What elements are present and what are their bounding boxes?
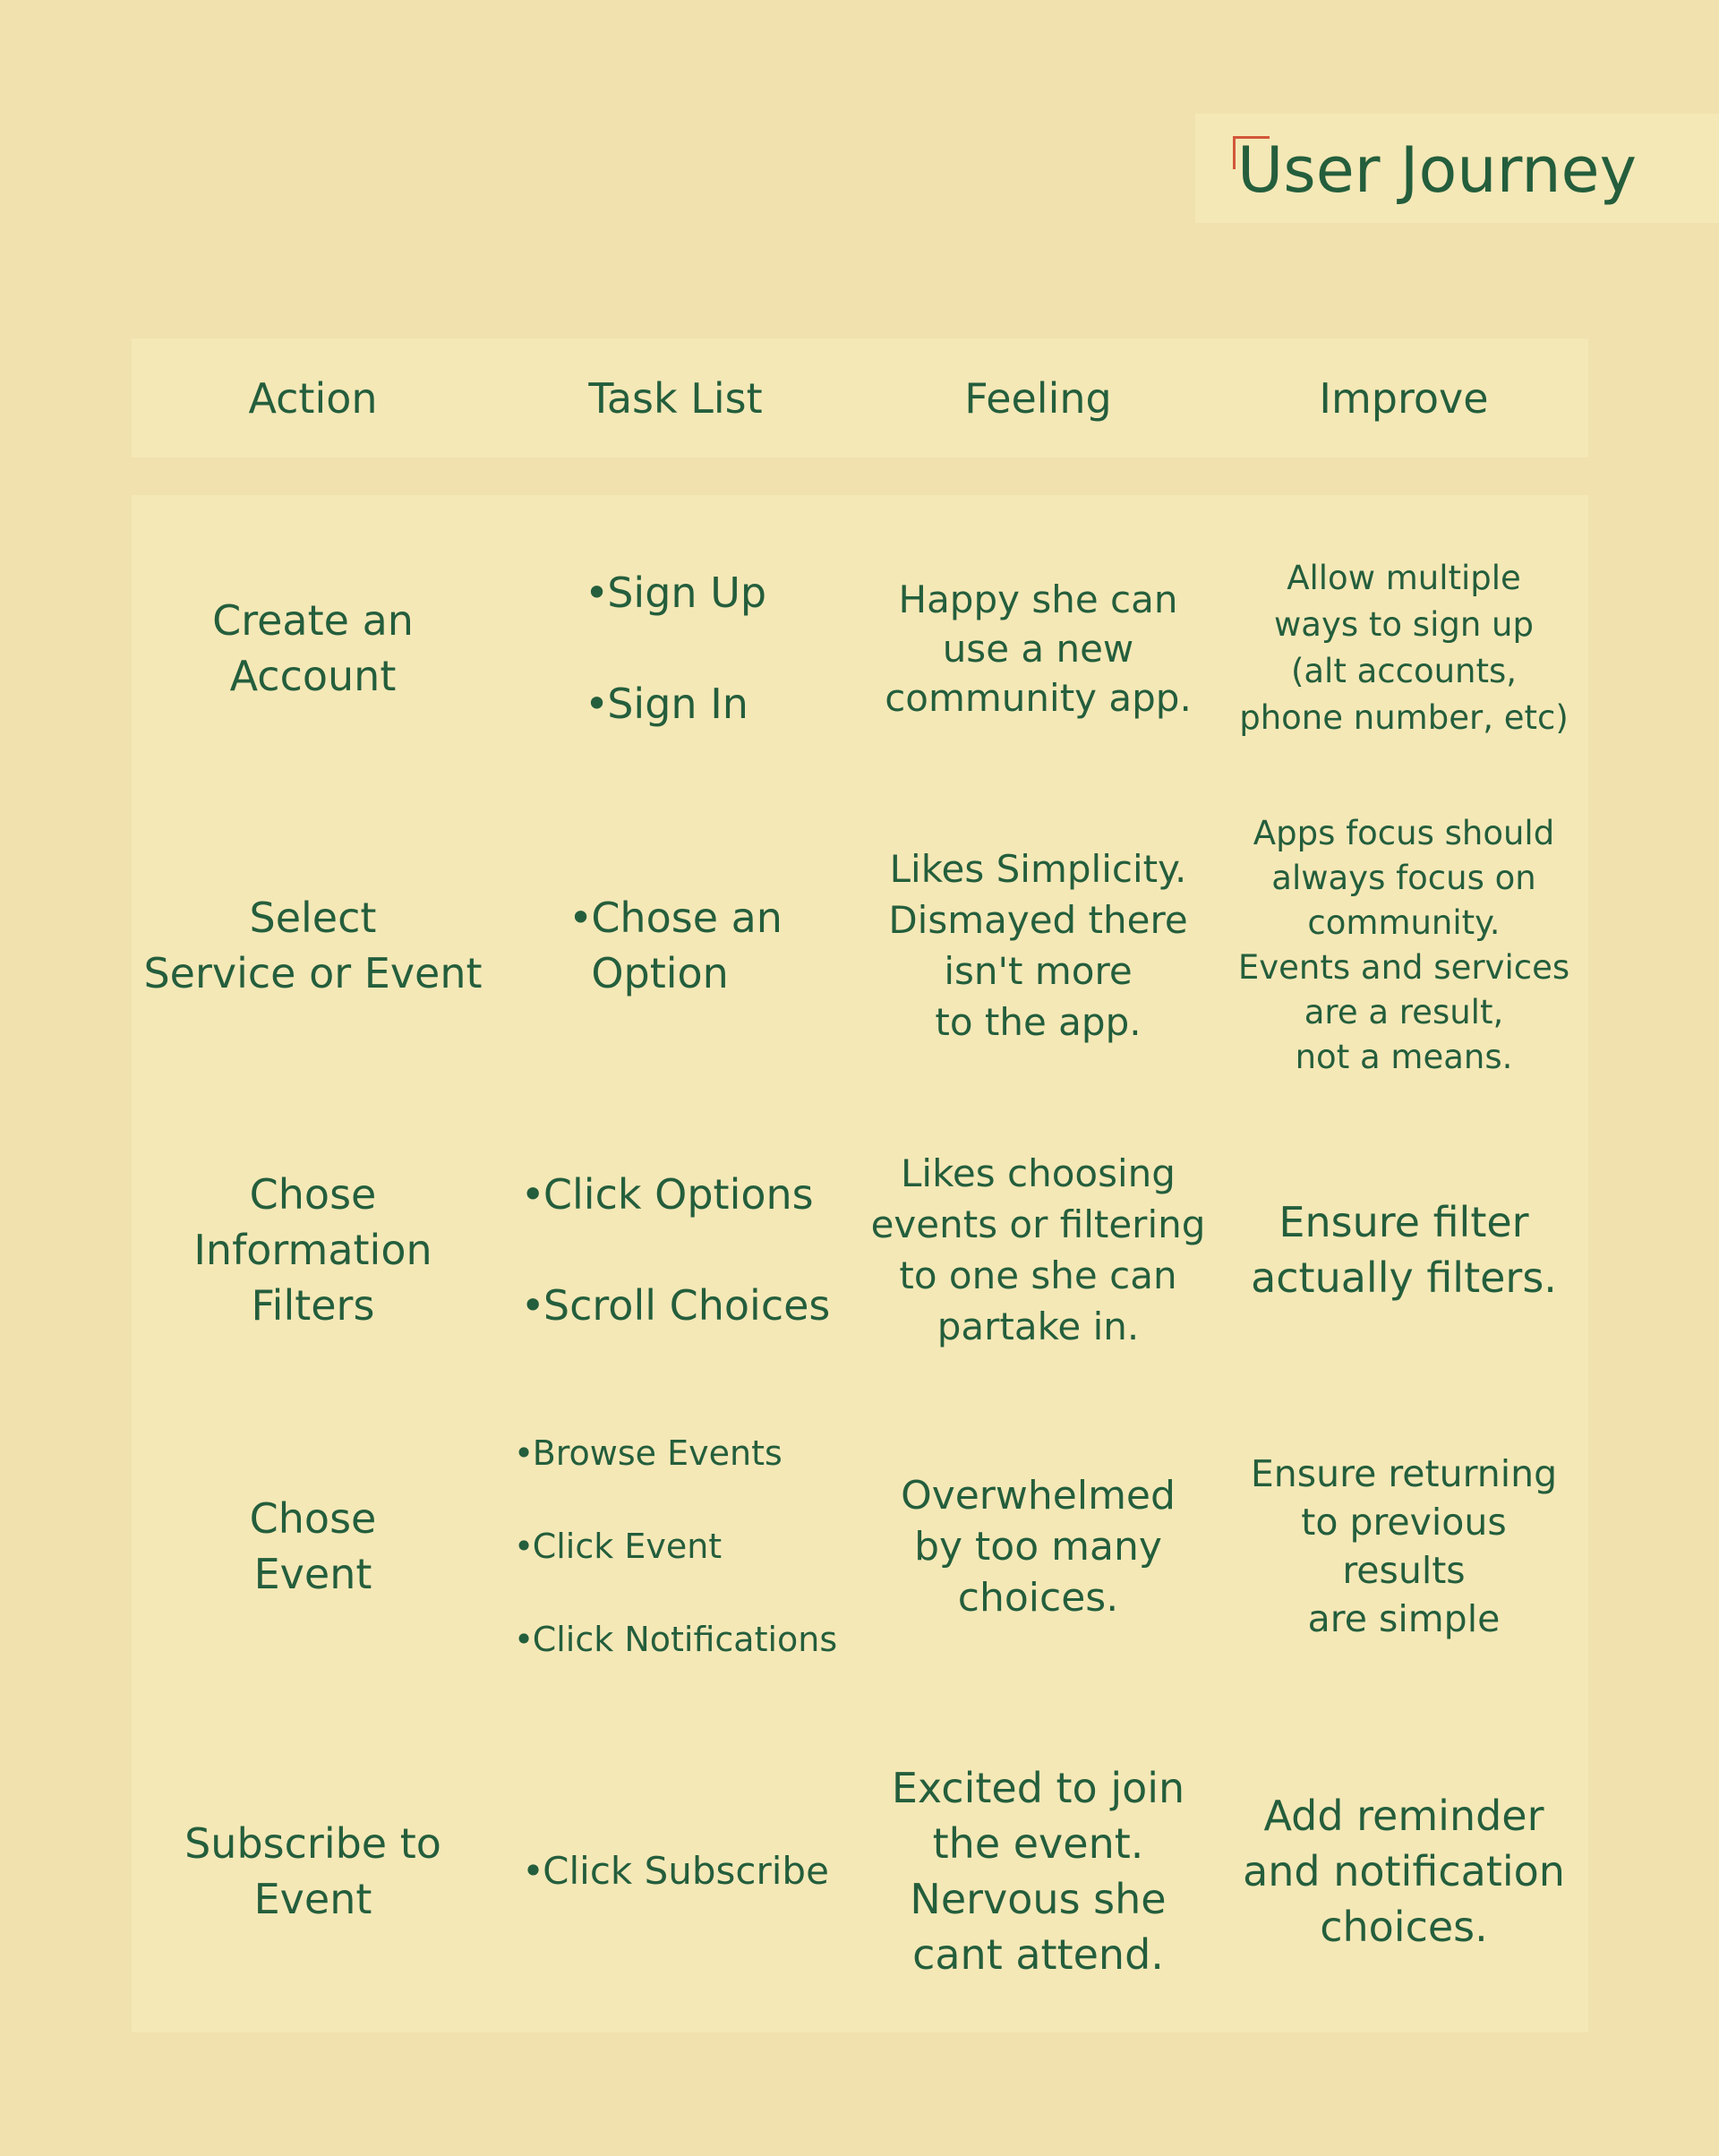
task-cell — [494, 1433, 857, 1660]
feeling-cell: Likes Simplicity. Dismayed there isn't more to the app. — [888, 847, 1188, 1044]
action-cell: Chose Event — [249, 1494, 377, 1598]
column-header-task-list: Task List — [588, 373, 763, 423]
task-item: • Sign Up — [585, 565, 766, 620]
task-list — [522, 1793, 829, 1949]
feeling-cell: Excited to join the event. Nervous she cant attend. — [891, 1764, 1185, 1979]
task-list — [514, 1383, 837, 1709]
action-cell: Subscribe to Event — [184, 1819, 441, 1923]
bullet-icon: • — [522, 1849, 544, 1893]
task-item: • Chose an Option — [569, 890, 783, 1001]
improve-cell: Apps focus should always focus on community. Events and services are a result, not a means. — [1237, 814, 1570, 1076]
task-item: • Click Notifications — [514, 1616, 837, 1663]
column-header-improve: Improve — [1319, 373, 1489, 423]
action-cell: Chose Information Filters — [193, 1170, 432, 1330]
task-item: • Scroll Choices — [521, 1278, 831, 1333]
bullet-icon: • — [513, 1620, 535, 1659]
title-box — [1195, 114, 1719, 223]
task-list — [585, 509, 766, 787]
column-header-action: Action — [248, 373, 378, 423]
action-cell: Create an Account — [212, 596, 414, 700]
bullet-icon: • — [584, 569, 610, 617]
feeling-cell: Happy she can use a new community app. — [885, 577, 1192, 720]
improve-cell: Ensure filter actually filters. — [1251, 1198, 1557, 1302]
page-title: User Journey — [1237, 133, 1638, 207]
table-header — [132, 338, 1588, 458]
task-cell — [494, 1737, 857, 2006]
task-list — [521, 1111, 831, 1389]
action-cell: Select Service or Event — [143, 894, 483, 997]
feeling-cell: Overwhelmed by too many choices. — [901, 1472, 1176, 1621]
bullet-icon: • — [513, 1527, 535, 1566]
bullet-icon: • — [520, 1281, 545, 1330]
task-item: • Click Subscribe — [522, 1845, 829, 1897]
bullet-icon: • — [513, 1433, 535, 1473]
bullet-icon: • — [569, 894, 594, 942]
column-header-feeling: Feeling — [964, 373, 1112, 423]
task-item: • Click Options — [521, 1167, 831, 1222]
improve-cell: Add reminder and notification choices. — [1243, 1792, 1565, 1951]
task-list — [569, 834, 783, 1057]
task-item: • Browse Events — [514, 1430, 837, 1476]
table-body — [132, 495, 1588, 2032]
bullet-icon: • — [520, 1170, 545, 1219]
task-cell — [494, 1122, 857, 1378]
task-item: • Sign In — [585, 676, 766, 732]
improve-cell: Ensure returning to previous results are simple — [1250, 1452, 1558, 1640]
task-cell — [494, 531, 857, 766]
task-cell — [494, 810, 857, 1081]
feeling-cell: Likes choosing events or filtering to one she can partake in. — [870, 1151, 1206, 1348]
task-item: • Click Event — [514, 1523, 837, 1570]
improve-cell: Allow multiple ways to sign up (alt accounts, phone number, etc) — [1239, 559, 1569, 737]
bullet-icon: • — [584, 680, 610, 728]
